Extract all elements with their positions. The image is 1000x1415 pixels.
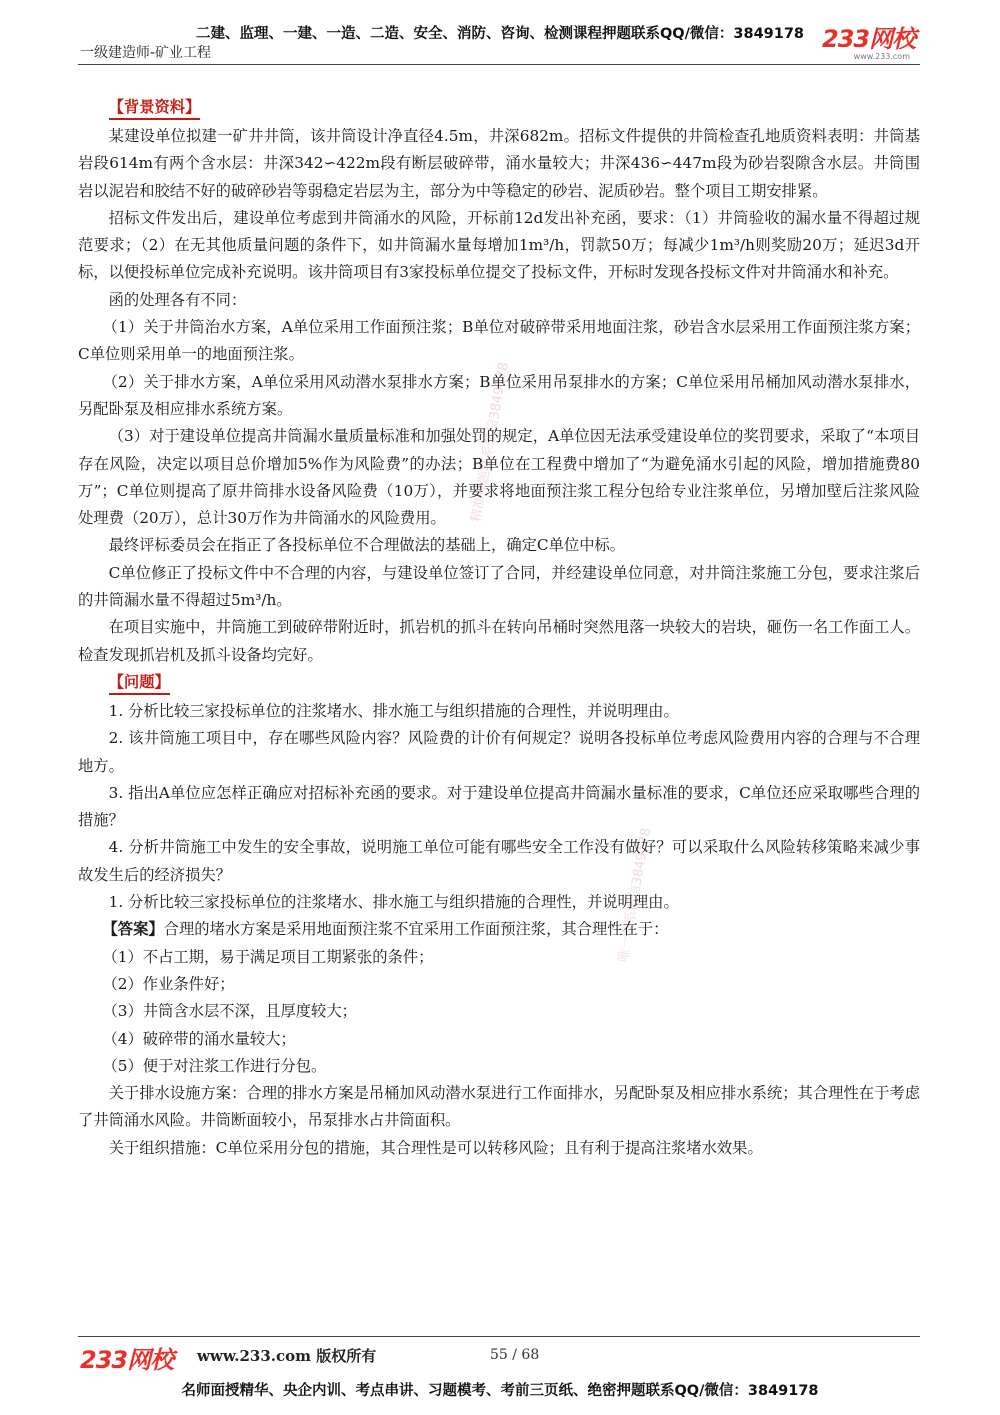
watermark: 精准押题联系微信3849178 — [468, 361, 512, 524]
background-paragraph: 在项目实施中，井筒施工到破碎带附近时，抓岩机的抓斗在转向吊桶时突然甩落一块较大的岩块，砸伤一名工作面工人。检查发现抓岩机及抓斗设备均完好。 — [78, 618, 920, 664]
background-paragraph: 招标文件发出后，建设单位考虑到井筒涌水的风险，开标前12d发出补充函，要求：（1）井筒验收的漏水量不得超过规范要求；（2）在无其他质量问题的条件下，如井筒漏水量每增加1m³/h，罚款50万；每减少1m³/h则奖励20万；延迟3d开标，以便投标单位完成补充说明。该井筒项目有3家投标单位提交了投标文件，开标时发现各投标文件对井筒涌水和补充。 — [78, 208, 920, 282]
header-top-line: 二建、监理、一建、一造、二造、安全、消防、咨询、检测课程押题联系QQ/微信：3849178 — [195, 26, 805, 42]
question-item: 1. 分析比较三家投标单位的注浆堵水、排水施工与组织措施的合理性，并说明理由。 — [108, 701, 679, 720]
header-subtitle: 一级建造师-矿业工程 — [80, 45, 212, 61]
header-logo-url: www.233.com — [853, 52, 910, 61]
answer-point: （1）不占工期，易于满足项目工期紧张的条件； — [102, 947, 434, 966]
answer-drainage: 关于排水设施方案：合理的排水方案是吊桶加风动潜水泵进行工作面排水，另配卧泵及相应排水系统；其合理性在于考虑了井筒涌水风险。井筒断面较小，吊泵排水占井筒面积。 — [78, 1084, 920, 1130]
footer-bottom-line: 名师面授精华、央企内训、考点串讲、习题模考、考前三页纸、绝密押题联系QQ/微信：3849178 — [181, 1383, 819, 1399]
answer-organization: 关于组织措施：C单位采用分包的措施，其合理性是可以转移风险；且有利于提高注浆堵水效果。 — [108, 1138, 763, 1157]
answer-intro: 合理的堵水方案是采用地面预注浆不宜采用工作面预注浆，其合理性在于： — [163, 920, 669, 939]
page-number: 55 / 68 — [490, 1347, 540, 1363]
background-paragraph: （3）对于建设单位提高井筒漏水量质量标准和加强处罚的规定，A单位因无法承受建设单位的奖罚要求，采取了“本项目存在风险，决定以项目总价增加5%作为风险费”的办法；B单位在工程费中增加了“为避免涌水引起的风险，增加措施费80万”；C单位则提高了原井筒排水设备风险费（10万），并要求将地面预注浆工程分包给专业注浆单位，另增加壁后注浆风险处理费（20万），总计30万作为井筒涌水的风险费用。 — [78, 427, 920, 528]
footer-logo: 233网校 — [80, 1346, 174, 1374]
question-item: 4. 分析井筒施工中发生的安全事故，说明施工单位可能有哪些安全工作没有做好？可以采取什么风险转移策略来减少事故发生后的经济损失？ — [78, 838, 920, 884]
answer-point: （5）便于对注浆工作进行分包。 — [102, 1056, 327, 1075]
background-paragraph: 某建设单位拟建一矿井井筒，该井筒设计净直径4.5m，井深682m。招标文件提供的井筒检查孔地质资料表明：井筒基岩段614m有两个含水层：井深342∽422m段有断层破碎带，涌水量较大；井深436∽447m段为砂岩裂隙含水层。井筒围岩以泥岩和胶结不好的破碎砂岩等弱稳定岩层为主，部分为中等稳定的砂岩、泥质砂岩。整个项目工期安排紧。 — [78, 127, 920, 200]
question-item: 2. 该井筒施工项目中，存在哪些风险内容？风险费的计价有何规定？说明各投标单位考虑风险费用内容的合理与不合理地方。 — [78, 729, 920, 775]
footer-copyright: www.233.com 版权所有 — [197, 1347, 377, 1365]
answer-point: （3）井筒含水层不深，且厚度较大； — [102, 1002, 357, 1021]
background-paragraph: 最终评标委员会在指正了各投标单位不合理做法的基础上，确定C单位中标。 — [108, 536, 626, 555]
header-logo-brand: 233网校 — [822, 25, 916, 53]
background-paragraph: （2）关于排水方案，A单位采用风动潜水泵排水方案；B单位采用吊泵排水的方案；C单位采用吊桶加风动潜水泵排水，另配卧泵及相应排水系统方案。 — [78, 372, 920, 418]
page-content — [78, 94, 920, 1162]
questions-section-title: 【问题】 — [109, 671, 170, 695]
header-logo — [822, 26, 922, 66]
question-item: 3. 指出A单位应怎样正确应对招标补充函的要求。对于建设单位提高井筒漏水量标准的要求，C单位还应采取哪些合理的措施？ — [78, 783, 920, 830]
background-paragraph: C单位修正了投标文件中不合理的内容，与建设单位签订了合同，并经建设单位同意，对井筒注浆施工分包，要求注浆后的井筒漏水量不得超过5m³/h。 — [78, 563, 920, 610]
background-paragraph: 函的处理各有不同： — [108, 290, 247, 309]
watermark-secondary: 唯一联系微信3849178 — [615, 826, 655, 964]
answer-point: （4）破碎带的涌水量较大； — [102, 1029, 296, 1048]
answer-label: 【答案】 — [102, 920, 164, 939]
answer-intro-paragraph — [78, 916, 920, 943]
background-section-title: 【背景资料】 — [109, 96, 201, 120]
background-paragraph: （1）关于井筒治水方案，A单位采用工作面预注浆；B单位对破碎带采用地面注浆，砂岩含水层采用工作面预注浆方案；C单位则采用单一的地面预注浆。 — [78, 318, 920, 364]
answer-point: （2）作业条件好； — [102, 974, 235, 993]
header-divider — [78, 64, 920, 65]
question-item: 1. 分析比较三家投标单位的注浆堵水、排水施工与组织措施的合理性，并说明理由。 — [108, 893, 679, 912]
footer-divider — [78, 1336, 920, 1337]
